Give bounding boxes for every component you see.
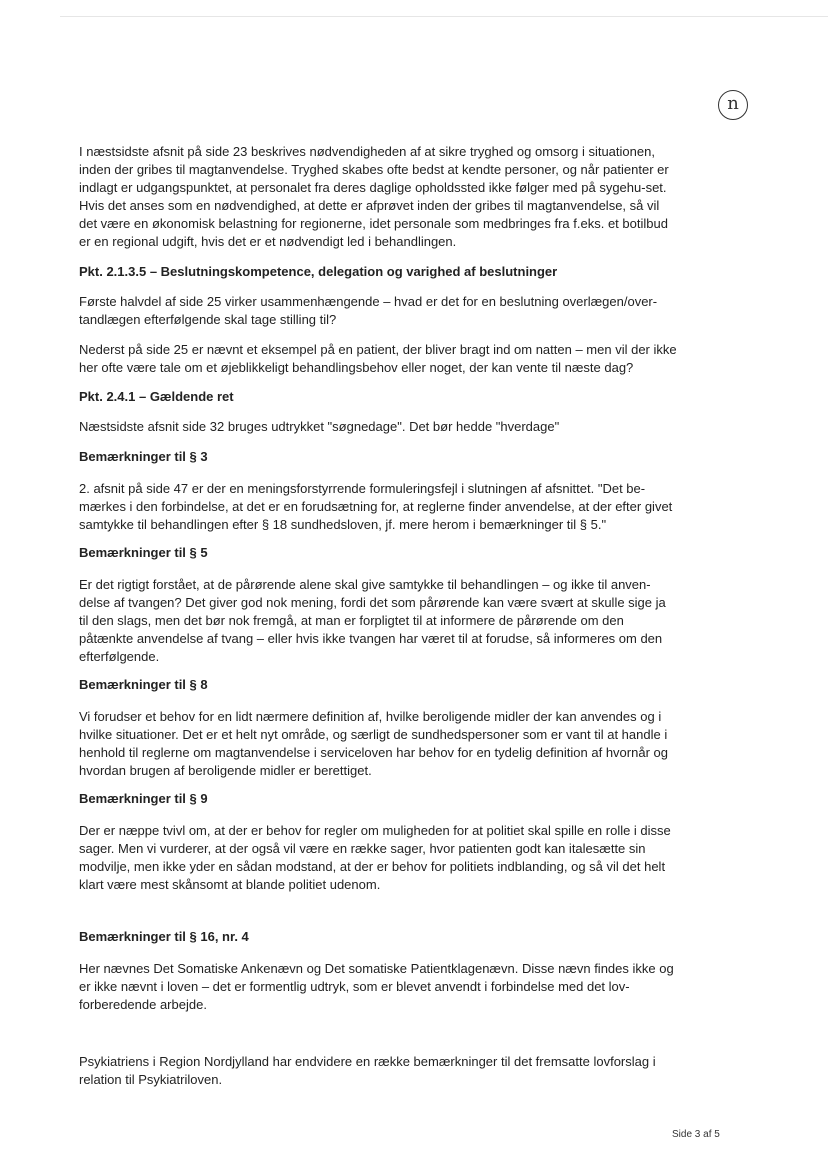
paragraph-paragraf-5: Er det rigtigt forstået, at de pårørende alene skal give samtykke til behandlingen – og ikke til anven-delse af tvangen? Det giver god nok mening, fordi det som pårørende kan være svært at skulle sige ja til den slags, men det bør nok fremgå, at man er forpligtet til at informere de pårørende om den påtænkte anvendelse af tvang – eller hvis ikke tvangen har været til at forudse, så informeres om den efterfølgende. xyxy=(79,577,666,664)
heading-pkt-2-4-1: Pkt. 2.4.1 – Gældende ret xyxy=(79,389,234,404)
heading-paragraf-8: Bemærkninger til § 8 xyxy=(79,677,208,692)
document-body xyxy=(79,143,677,1089)
heading-pkt-2-1-3-5: Pkt. 2.1.3.5 – Beslutningskompetence, delegation og varighed af beslutninger xyxy=(79,264,558,279)
paragraph-paragraf-9: Der er næppe tvivl om, at der er behov for regler om muligheden for at politiet skal spille en rolle i disse sager. Men vi vurderer, at der også vil være en række sager, hvor patienten godt kan italesætte sin modvilje, men ikke yder en sådan modstand, at der er behov for politiets indblanding, og så vil det helt klart være mest skånsomt at blande politiet udenom. xyxy=(79,823,671,892)
heading-paragraf-3: Bemærkninger til § 3 xyxy=(79,449,208,464)
paragraph-soegnedage: Næstsidste afsnit side 32 bruges udtrykket "søgnedage". Det bør hedde "hverdage" xyxy=(79,419,560,434)
heading-paragraf-9: Bemærkninger til § 9 xyxy=(79,791,208,806)
page-number: Side 3 af 5 xyxy=(672,1129,720,1140)
paragraph-paragraf-3: 2. afsnit på side 47 er der en meningsforstyrrende formuleringsfejl i slutningen af afsnittet. "Det be-mærkes i den forbindelse, at det er en forudsætning for, at reglerne finder anvendelse, at der efter givet samtykke til behandlingen efter § 18 sundhedsloven, jf. mere herom i bemærkninger til § 5." xyxy=(79,481,673,532)
paragraph-psykiatriloven: Psykiatriens i Region Nordjylland har endvidere en række bemærkninger til det fremsatte lovforslag i relation til Psykiatriloven. xyxy=(79,1054,656,1087)
heading-paragraf-5: Bemærkninger til § 5 xyxy=(79,545,208,560)
top-divider xyxy=(60,16,828,17)
paragraph-foerste-halvdel: Første halvdel af side 25 virker usammenhængende – hvad er det for en beslutning overlægen/over-tandlægen efterfølgende skal tage stilling til? xyxy=(79,294,658,327)
n-logo-icon: n xyxy=(718,90,748,120)
paragraph-paragraf-8: Vi forudser et behov for en lidt nærmere definition af, hvilke beroligende midler der kan anvendes og i hvilke situationer. Det er et helt nyt område, og særligt de sundhedspersoner som er vant til at handle i henhold til reglerne om magtanvendelse i serviceloven har behov for en tydelig definition af hvornår og hvordan brugen af beroligende midler er berettiget. xyxy=(79,709,668,778)
paragraph-nederst-side-25: Nederst på side 25 er nævnt et eksempel på en patient, der bliver bragt ind om natten – men vil der ikke her ofte være tale om et øjeblikkeligt behandlingsbehov eller noget, der kan vente til næste dag? xyxy=(79,342,677,375)
paragraph-paragraf-16: Her nævnes Det Somatiske Ankenævn og Det somatiske Patientklagenævn. Disse nævn findes ikke og er ikke nævnt i loven – det er formentlig udtryk, som er blevet anvendt i forbindelse med det lov-forberedende arbejde. xyxy=(79,961,674,1012)
paragraph-tryghed: I næstsidste afsnit på side 23 beskrives nødvendigheden af at sikre tryghed og omsorg i situationen, inden der gribes til magtanvendelse. Tryghed skabes ofte bedst at kendte personer, og når patienter er indlagt er udgangspunktet, at personalet fra deres daglige opholdssted ikke følger med på sygehu-set. Hvis det anses som en nødvendighed, at dette er afprøvet inden der gribes til magtanvendelse, så vil det være en økonomisk belastning for regionerne, idet personale som medbringes fra f.eks. et botilbud er en regional udgift, hvis det er et nødvendigt led i behandlingen. xyxy=(79,144,669,249)
heading-paragraf-16-nr-4: Bemærkninger til § 16, nr. 4 xyxy=(79,929,249,944)
